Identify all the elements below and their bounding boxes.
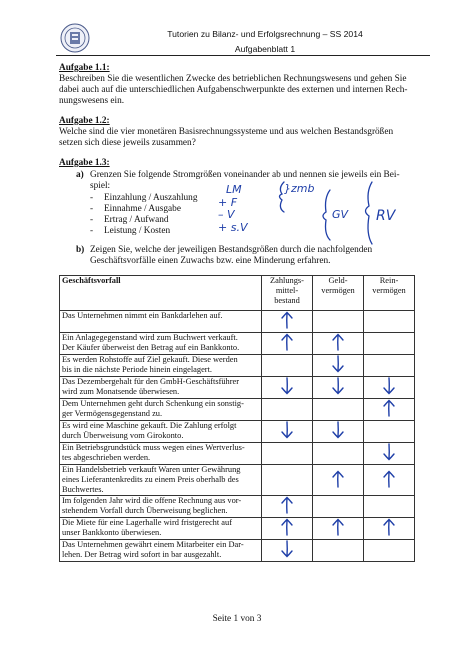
mark-cell	[364, 421, 415, 443]
vorfall-cell: Ein Handelsbetrieb verkauft Waren unter Gewährung eines Lieferantenkredits zu einem Preis oberhalb des Buchwertes.	[60, 465, 262, 496]
hw-gv: GV	[332, 208, 349, 221]
arrow-down-icon	[280, 377, 294, 395]
mark-cell	[364, 465, 415, 496]
hw-bullet-2: – V	[218, 208, 235, 221]
bullet-text: Ertrag / Aufwand	[104, 215, 169, 225]
mark-cell	[364, 518, 415, 540]
bullet-dash: -	[90, 226, 94, 236]
mark-cell	[313, 399, 364, 421]
arrow-up-icon	[382, 399, 396, 417]
subtask-b-marker: b)	[76, 245, 85, 255]
mark-cell	[313, 496, 364, 518]
arrow-up-icon	[331, 518, 345, 536]
hw-rv: RV	[376, 208, 396, 224]
task-1-2-line: setzen sich diese jeweils zusammen?	[59, 138, 196, 148]
col-header-zahlungsmittel: Zahlungs- mittel- bestand	[262, 276, 313, 311]
vorfall-cell: Dem Unternehmen geht durch Schenkung ein sonstig- ger Vermögensgegenstand zu.	[60, 399, 262, 421]
bullet-text: Einnahme / Ausgabe	[104, 204, 181, 214]
hw-bullet-0: LM	[226, 183, 242, 196]
mark-cell	[313, 311, 364, 333]
bullet-text: Einzahlung / Auszahlung	[104, 193, 198, 203]
mark-cell	[262, 496, 313, 518]
vorfall-cell: Das Dezembergehalt für den GmbH-Geschäftsführer wird zum Monatsende überwiesen.	[60, 377, 262, 399]
table-row	[60, 540, 415, 562]
mark-cell	[262, 377, 313, 399]
hw-bullet-3: + s.V	[218, 221, 248, 234]
mark-cell	[262, 443, 313, 465]
vorfall-cell: Es werden Rohstoffe auf Ziel gekauft. Diese werden bis in die nächste Periode hinein eingelagert.	[60, 355, 262, 377]
arrow-down-icon	[331, 421, 345, 439]
mark-cell	[364, 399, 415, 421]
subtask-a-line: spiel:	[90, 181, 111, 191]
vorfall-cell: Ein Betriebsgrundstück muss wegen eines Wertverlus- tes abgeschrieben werden.	[60, 443, 262, 465]
table-row	[60, 355, 415, 377]
table-row	[60, 333, 415, 355]
mark-cell	[262, 540, 313, 562]
mark-cell	[364, 496, 415, 518]
table-row	[60, 311, 415, 333]
subtask-a-marker: a)	[76, 170, 84, 180]
arrow-down-icon	[331, 355, 345, 373]
mark-cell	[313, 518, 364, 540]
task-1-2-line: Welche sind die vier monetären Basisrechnungssysteme und aus welchen Bestandsgrößen	[59, 127, 394, 137]
vorfall-cell: Das Unternehmen gewährt einem Mitarbeiter ein Dar- lehen. Der Betrag wird sofort in bar ausgezahlt.	[60, 540, 262, 562]
vorfall-cell: Es wird eine Maschine gekauft. Die Zahlung erfolgt durch Überweisung vom Girokonto.	[60, 421, 262, 443]
arrow-up-icon	[280, 518, 294, 536]
mark-cell	[313, 443, 364, 465]
table-row	[60, 377, 415, 399]
task-1-2-heading: Aufgabe 1.2:	[59, 116, 110, 126]
arrow-down-icon	[331, 377, 345, 395]
subtask-b-line: Zeigen Sie, welche der jeweiligen Bestandsgrößen durch die nachfolgenden	[90, 245, 373, 255]
mark-cell	[364, 443, 415, 465]
arrow-up-icon	[280, 333, 294, 351]
mark-cell	[313, 465, 364, 496]
mark-cell	[313, 540, 364, 562]
handwritten-annotation	[214, 178, 414, 248]
mark-cell	[364, 377, 415, 399]
hw-bullet-1: + F	[218, 196, 238, 209]
table-row	[60, 465, 415, 496]
arrow-up-icon	[382, 470, 396, 488]
subtask-a-line: Grenzen Sie folgende Stromgrößen voneinander ab und nennen sie jeweils ein Bei-	[90, 170, 400, 180]
mark-cell	[364, 333, 415, 355]
task-1-3-heading: Aufgabe 1.3:	[59, 158, 110, 168]
header-rule	[56, 55, 430, 56]
table-row	[60, 421, 415, 443]
vorfall-cell: Ein Anlagegegenstand wird zum Buchwert verkauft. Der Käufer überweist den Betrag auf ein Bankkonto.	[60, 333, 262, 355]
mark-cell	[313, 421, 364, 443]
bullet-dash: -	[90, 204, 94, 214]
task-1-1-heading: Aufgabe 1.1:	[59, 63, 110, 73]
arrow-up-icon	[280, 311, 294, 329]
mark-cell	[262, 421, 313, 443]
arrow-down-icon	[280, 540, 294, 558]
geschaeftsvorfall-table	[59, 275, 415, 562]
task-1-1-line: Beschreiben Sie die wesentlichen Zwecke des betrieblichen Rechnungswesens und gehen Sie	[59, 74, 407, 84]
hw-zmb: }zmb	[284, 182, 315, 195]
mark-cell	[313, 377, 364, 399]
task-1-1-line: dabei auch auf die unterschiedlichen Aufgabenschwerpunkte des externen und internen Rech-	[59, 85, 408, 95]
mark-cell	[262, 355, 313, 377]
mark-cell	[262, 518, 313, 540]
mark-cell	[364, 540, 415, 562]
bullet-dash: -	[90, 215, 94, 225]
col-header-geldvermoegen: Geld- vermögen	[313, 276, 364, 311]
vorfall-cell: Die Miete für eine Lagerhalle wird fristgerecht auf unser Bankkonto überwiesen.	[60, 518, 262, 540]
table-row	[60, 518, 415, 540]
vorfall-cell: Das Unternehmen nimmt ein Bankdarlehen auf.	[60, 311, 262, 333]
page-footer: Seite 1 von 3	[212, 614, 262, 624]
subtask-b-line: Geschäftsvorfälle einen Zuwachs bzw. eine Minderung erfahren.	[90, 256, 331, 266]
header-title: Tutorien zu Bilanz- und Erfolgsrechnung – SS 2014	[167, 29, 363, 39]
table-row	[60, 496, 415, 518]
arrow-up-icon	[331, 333, 345, 351]
table-row	[60, 443, 415, 465]
arrow-down-icon	[382, 377, 396, 395]
mark-cell	[262, 399, 313, 421]
bullet-dash: -	[90, 193, 94, 203]
arrow-down-icon	[280, 421, 294, 439]
university-seal-logo	[60, 23, 90, 53]
arrow-up-icon	[331, 470, 345, 488]
bullet-text: Leistung / Kosten	[104, 226, 171, 236]
table-row	[60, 399, 415, 421]
vorfall-cell: Im folgenden Jahr wird die offene Rechnung aus vor- stehendem Vorfall durch Überweisung beglichen.	[60, 496, 262, 518]
mark-cell	[313, 333, 364, 355]
col-header-reinvermoegen: Rein- vermögen	[364, 276, 415, 311]
arrow-up-icon	[382, 518, 396, 536]
mark-cell	[262, 311, 313, 333]
arrow-down-icon	[382, 443, 396, 461]
mark-cell	[262, 465, 313, 496]
mark-cell	[313, 355, 364, 377]
header-subtitle: Aufgabenblatt 1	[234, 44, 296, 54]
mark-cell	[364, 311, 415, 333]
mark-cell	[364, 355, 415, 377]
arrow-up-icon	[280, 496, 294, 514]
task-1-1-line: nungswesens ein.	[59, 96, 125, 106]
col-header-vorfall: Geschäftsvorfall	[60, 276, 262, 311]
table-header-row	[60, 276, 415, 311]
mark-cell	[262, 333, 313, 355]
